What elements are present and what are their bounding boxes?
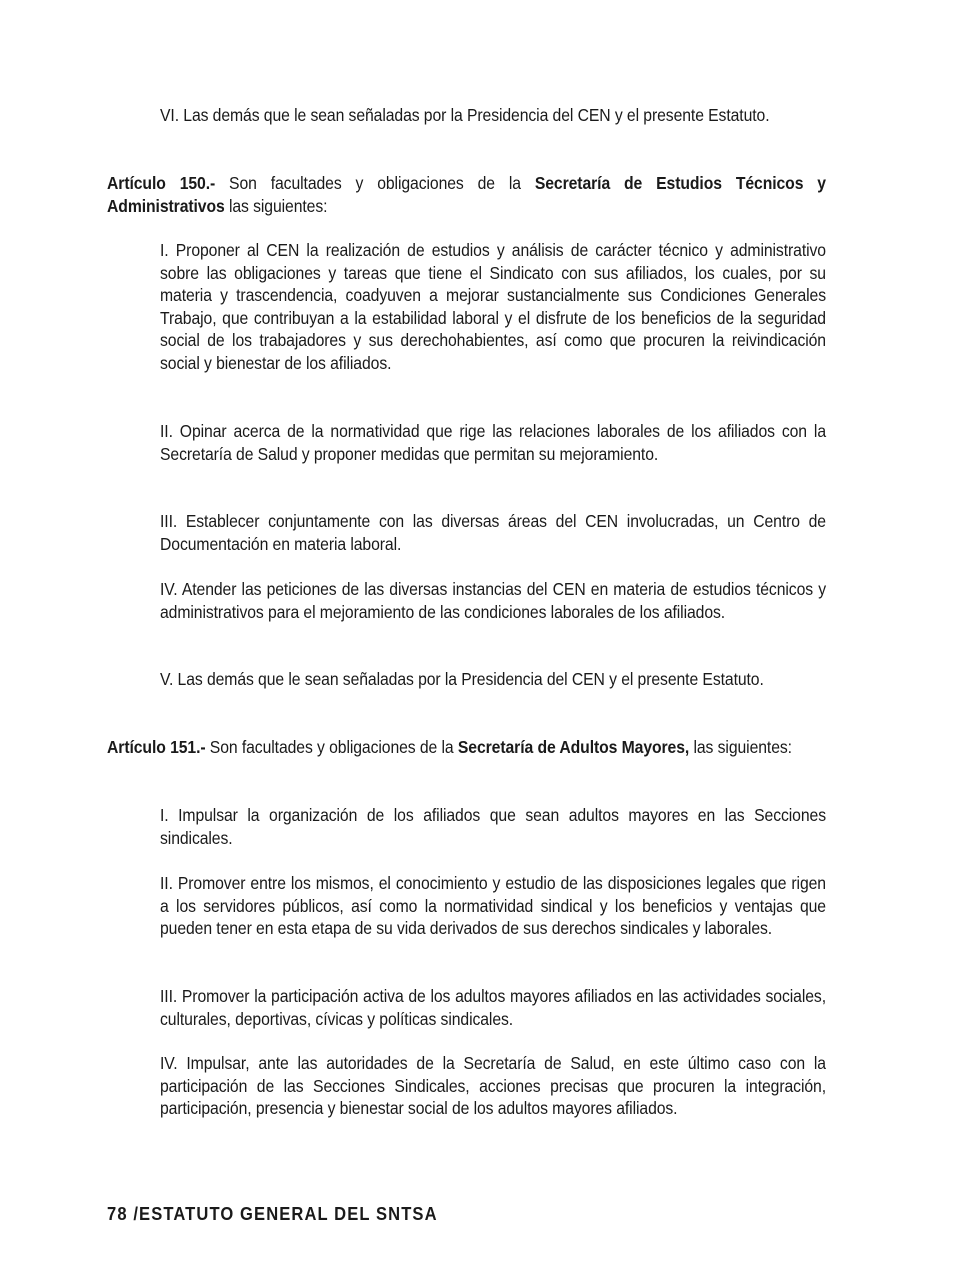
article-intro-end: las siguientes: bbox=[224, 195, 328, 216]
article-151-heading bbox=[107, 736, 826, 759]
item-text: I. Proponer al CEN la realización de estudios y análisis de carácter técnico y administrativo sobre las obligaciones y tareas que tiene el Sindicato con sus afiliados, los cuales, por su materia y trascendencia, coadyuven a mejorar sustancialmente sus Condiciones Generales Trabajo, que contribuyan a la estabilidad laboral y el disfrute de los beneficios de la seguridad social de los trabajadores y sus derechohabientes, así como que procuren la reivindicación social y bienestar de los afiliados. bbox=[160, 240, 826, 373]
list-item bbox=[160, 239, 826, 374]
list-item bbox=[160, 510, 826, 555]
article-number: Artículo 150.- bbox=[107, 173, 216, 193]
article-150-heading bbox=[107, 172, 826, 217]
item-text: II. Promover entre los mismos, el conocimiento y estudio de las disposiciones legales que rigen a los servidores públicos, así como la normatividad sindical y los beneficios y ventajas que pueden tener en esta etapa de su vida derivados de sus derechos sindicales y laborales. bbox=[160, 873, 826, 938]
page-footer bbox=[107, 1204, 438, 1225]
item-text: III. Promover la participación activa de los adultos mayores afiliados en las actividades sociales, culturales, deportivas, cívicas y políticas sindicales. bbox=[160, 986, 826, 1029]
item-text: IV. Atender las peticiones de las diversas instancias del CEN en materia de estudios técnicos y administrativos para el mejoramiento de las condiciones laborales de los afiliados. bbox=[160, 579, 826, 622]
item-text: V. Las demás que le sean señaladas por la Presidencia del CEN y el presente Estatuto. bbox=[160, 669, 764, 689]
list-item bbox=[160, 872, 826, 940]
list-item bbox=[160, 104, 826, 127]
item-text: III. Establecer conjuntamente con las diversas áreas del CEN involucradas, un Centro de Documentación en materia laboral. bbox=[160, 511, 826, 554]
item-text: VI. Las demás que le sean señaladas por la Presidencia del CEN y el presente Estatuto. bbox=[160, 105, 770, 125]
item-text: II. Opinar acerca de la normatividad que rige las relaciones laborales de los afiliados con la Secretaría de Salud y proponer medidas que permitan su mejoramiento. bbox=[160, 421, 826, 464]
secretaria-name: Secretaría de Adultos Mayores, bbox=[457, 737, 690, 757]
article-intro: Son facultades y obligaciones de la bbox=[205, 737, 458, 757]
list-item bbox=[160, 578, 826, 623]
footer-title: ESTATUTO GENERAL DEL SNTSA bbox=[139, 1204, 438, 1224]
list-item bbox=[160, 804, 826, 849]
list-item bbox=[160, 985, 826, 1030]
article-number: Artículo 151.- bbox=[107, 737, 206, 757]
page-number: 78 bbox=[107, 1204, 128, 1224]
article-intro: Son facultades y obligaciones de la bbox=[215, 173, 535, 193]
item-text: I. Impulsar la organización de los afiliados que sean adultos mayores en las Secciones sindicales. bbox=[160, 805, 826, 848]
footer-separator: / bbox=[133, 1204, 140, 1224]
article-intro-end: las siguientes: bbox=[689, 737, 792, 757]
list-item bbox=[160, 668, 826, 691]
list-item bbox=[160, 1052, 826, 1120]
list-item bbox=[160, 420, 826, 465]
secretaria-name: Secretaría de Estudios Técnicos y Administrativos bbox=[107, 173, 826, 216]
item-text: IV. Impulsar, ante las autoridades de la Secretaría de Salud, en este último caso con la participación de las Secciones Sindicales, acciones precisas que procuren la integración, participación, presencia y bienestar social de los adultos mayores afiliados. bbox=[160, 1053, 826, 1118]
